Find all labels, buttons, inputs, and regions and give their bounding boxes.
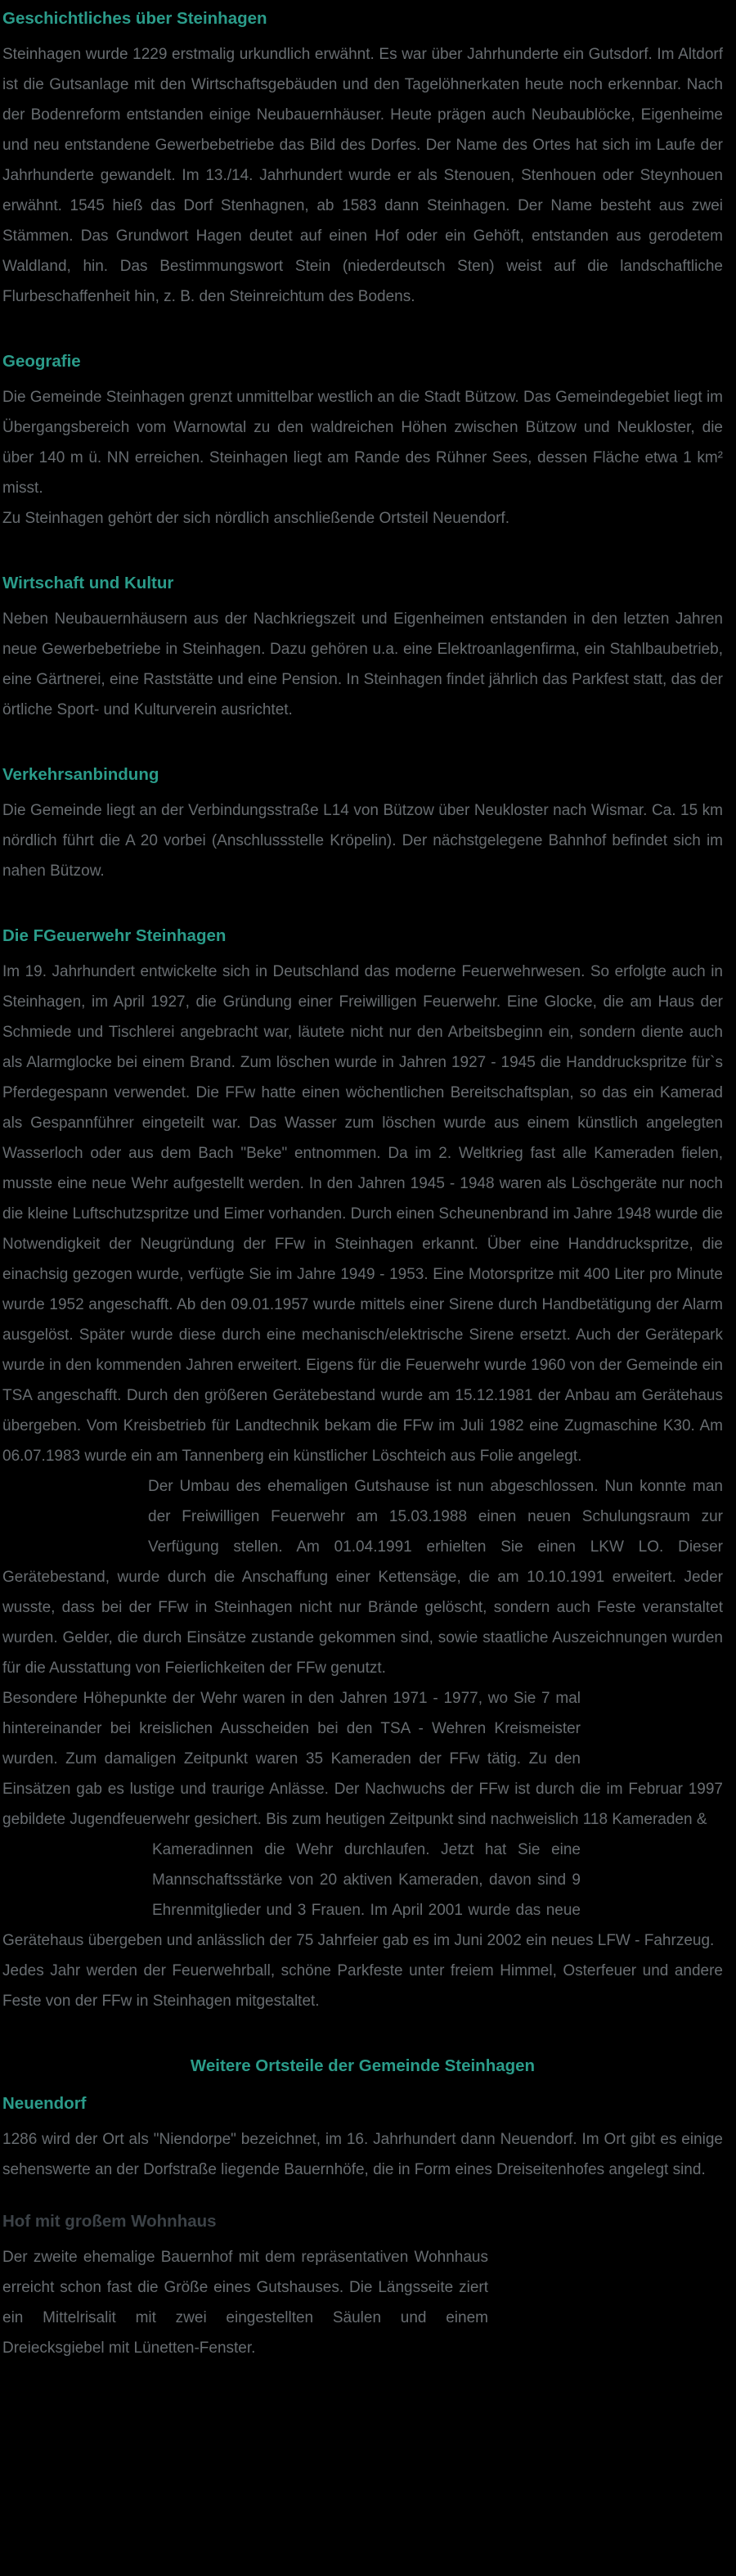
paragraph-feuerwehr-umbau: Der Umbau des ehemaligen Gutshause ist nun abgeschlossen. Nun konnte man der Freiwilligen Feuerwehr am 15.03.1988 einen neuen Schulungsraum zur Verfügung stellen. Am 01.04.1991 erhielten Sie einen LKW LO. Dieser Gerätebestand, wurde durch die Anschaffung einer Kettensäge, die am 10.10.1991 erweitert. Jeder wusste, dass bei der FFw in Steinhagen nicht nur Brände gelöscht, sondern auch Feste veranstaltet wurden. Gelder, die durch Einsätze zustande gekommen sind, sowie staatliche Auszeichnungen wurden für die Ausstattung von Feierlichkeiten der FFw genutzt. <box>2 1478 723 1677</box>
section-heading-feuerwehr: Die FGeuerwehr Steinhagen <box>2 926 227 945</box>
image-placeholder-right-1 <box>586 1683 723 1765</box>
paragraph-hof-wohnhaus: Der zweite ehemalige Bauernhof mit dem repräsentativen Wohnhaus erreicht schon fast die Größe eines Gutshauses. Die Längsseite ziert ein Mittelrisalit mit zwei eingestellten Säulen und einem Dreiecksgiebel mit Lünetten-Fenster. <box>2 2249 488 2357</box>
paragraph-geografie-2: Zu Steinhagen gehört der sich nördlich anschließende Ortsteil Neuendorf. <box>2 510 509 527</box>
paragraph-wirtschaft: Neben Neubauernhäusern aus der Nachkriegszeit und Eigenheimen entstanden in den letzten Jahren neue Gewerbebetriebe in Steinhagen. Dazu gehören u.a. eine Elektroanlagenfirma, ein Stahlbaubetrieb, eine Gärtnerei, eine Raststätte und eine Pension. In Steinhagen findet jährlich das Parkfest statt, das der örtliche Sport- und Kulturverein ausrichtet. <box>2 610 723 718</box>
image-placeholder-left-2 <box>2 1835 147 1916</box>
section-heading-wirtschaft-und-kultur: Wirtschaft und Kultur <box>2 574 174 592</box>
paragraph-neuendorf: 1286 wird der Ort als "Niendorpe" bezeichnet, im 16. Jahrhundert dann Neuendorf. Im Ort gibt es einige sehenswerte an der Dorfstraße liegende Bauernhöfe, die in Form eines Dreiseitenhofes angelegt sind. <box>2 2131 723 2178</box>
paragraph-geografie-1: Die Gemeinde Steinhagen grenzt unmittelbar westlich an die Stadt Bützow. Das Gemeindegebiet liegt im Übergangsbereich vom Warnowtal zu den waldreichen Höhen zwischen Bützow und Neukloster, die über 140 m ü. NN erreichen. Steinhagen liegt am Rande des Rühner Sees, dessen Fläche etwa 1 km² misst. <box>2 389 723 497</box>
section-heading-hof-wohnhaus: Hof mit großem Wohnhaus <box>2 2212 217 2231</box>
section-heading-weitere-ortsteile: Weitere Ortsteile der Gemeinde Steinhagen <box>190 2056 536 2075</box>
image-placeholder-right-3 <box>493 2242 723 2389</box>
paragraph-feuerwehr-mannschaft: Kameradinnen die Wehr durchlaufen. Jetzt hat Sie eine Mannschaftsstärke von 20 aktiven Kameraden, davon sind 9 Ehrenmitglieder und 3 Frauen. Im April 2001 wurde das neue Gerätehaus übergeben und anlässlich der 75 Jahrfeier gab es im Juni 2002 ein neues LFW - Fahrzeug. <box>2 1841 715 1949</box>
image-placeholder-right-2 <box>586 1835 723 1916</box>
paragraph-geschichtliches: Steinhagen wurde 1229 erstmalig urkundlich erwähnt. Es war über Jahrhunderte ein Gutsdorf. Im Altdorf ist die Gutsanlage mit den Wirtschaftsgebäuden und den Tagelöhnerkaten heute noch erkennbar. Nach der Bodenreform entstanden einige Neubauernhäuser. Heute prägen auch Neubaublöcke, Eigenheime und neu entstandene Gewerbebetriebe das Bild des Dorfes. Der Name des Ortes hat sich im Laufe der Jahrhunderte gewandelt. Im 13./14. Jahrhundert wurde er als Stenouen, Stenhouen oder Steynhouen erwähnt. 1545 hieß das Dorf Stenhagnen, ab 1583 dann Steinhagen. Der Name besteht aus zwei Stämmen. Das Grundwort Hagen deutet auf einen Hof oder ein Gehöft, entstanden aus gerodetem Waldland, hin. Das Bestimmungswort Stein (niederdeutsch Sten) weist auf die landschaftliche Flurbeschaffenheit hin, z. B. den Steinreichtum des Bodens. <box>2 46 723 305</box>
paragraph-feuerwehr-feste: Jedes Jahr werden der Feuerwehrball, schöne Parkfeste unter freiem Himmel, Osterfeuer und andere Feste von der FFw in Steinhagen mitgestaltet. <box>2 1962 723 2010</box>
section-heading-verkehrsanbindung: Verkehrsanbindung <box>2 765 159 784</box>
section-heading-geografie: Geografie <box>2 352 81 371</box>
image-placeholder-left-1 <box>2 1471 143 1553</box>
paragraph-feuerwehr-geschichte: Im 19. Jahrhundert entwickelte sich in Deutschland das moderne Feuerwehrwesen. So erfolgte auch in Steinhagen, im April 1927, die Gründung einer Freiwilligen Feuerwehr. Eine Glocke, die am Haus der Schmiede und Tischlerei angebracht war, läutete nicht nur den Arbeitsbeginn ein, sondern diente auch als Alarmglocke bei einem Brand. Zum löschen wurde in Jahren 1927 - 1945 die Handdruckspritze für`s Pferdegespann verwendet. Die FFw hatte einen wöchentlichen Bereitschaftsplan, so das ein Kamerad als Gespannführer eingeteilt war. Das Wasser zum löschen wurde aus einem künstlich angelegten Wasserloch oder aus dem Bach "Beke" entnommen. Da im 2. Weltkrieg fast alle Kameraden fielen, musste eine neue Wehr aufgestellt werden. In den Jahren 1945 - 1948 waren als Löschgeräte nur noch die kleine Luftschutzspritze und Eimer vorhanden. Durch einen Scheunenbrand im Jahre 1948 wurde die Notwendigkeit der Neugründung der FFw in Steinhagen erkannt. Über eine Handdruckspritze, die einachsig gezogen wurde, verfügte Sie im Jahre 1949 - 1953. Eine Motorspritze mit 400 Liter pro Minute wurde 1952 angeschafft. Ab den 09.01.1957 wurde mittels einer Sirene durch Handbetätigung der Alarm ausgelöst. Später wurde diese durch eine mechanisch/elektrische Sirene ersetzt. Auch der Gerätepark wurde in den kommenden Jahren erweitert. Eigens für die Feuerwehr wurde 1960 von der Gemeinde ein TSA angeschafft. Durch den größeren Gerätebestand wurde am 15.12.1981 der Anbau am Gerätehaus übergeben. Vom Kreisbetrieb für Landtechnik bekam die FFw im Juli 1982 eine Zugmaschine K30. Am 06.07.1983 wurde ein am Tannenberg ein künstlicher Löschteich aus Folie angelegt. <box>2 963 723 1465</box>
section-heading-neuendorf: Neuendorf <box>2 2094 87 2113</box>
paragraph-verkehrsanbindung: Die Gemeinde liegt an der Verbindungsstraße L14 von Bützow über Neukloster nach Wismar. Ca. 15 km nördlich führt die A 20 vorbei (Anschlussstelle Kröpelin). Der nächstgelegene Bahnhof befindet sich im nahen Bützow. <box>2 802 723 880</box>
section-heading-geschichtliches: Geschichtliches über Steinhagen <box>2 9 267 28</box>
paragraph-feuerwehr-hoehepunkte: Besondere Höhepunkte der Wehr waren in den Jahren 1971 - 1977, wo Sie 7 mal hintereinander bei kreislichen Ausscheiden bei den TSA - Wehren Kreismeister wurden. Zum damaligen Zeitpunkt waren 35 Kameraden der FFw tätig. Zu den Einsätzen gab es lustige und traurige Anlässe. Der Nachwuchs der FFw ist durch die im Februar 1997 gebildete Jugendfeuerwehr gesichert. Bis zum heutigen Zeitpunkt sind nachweislich 118 Kameraden & <box>2 1690 723 1828</box>
